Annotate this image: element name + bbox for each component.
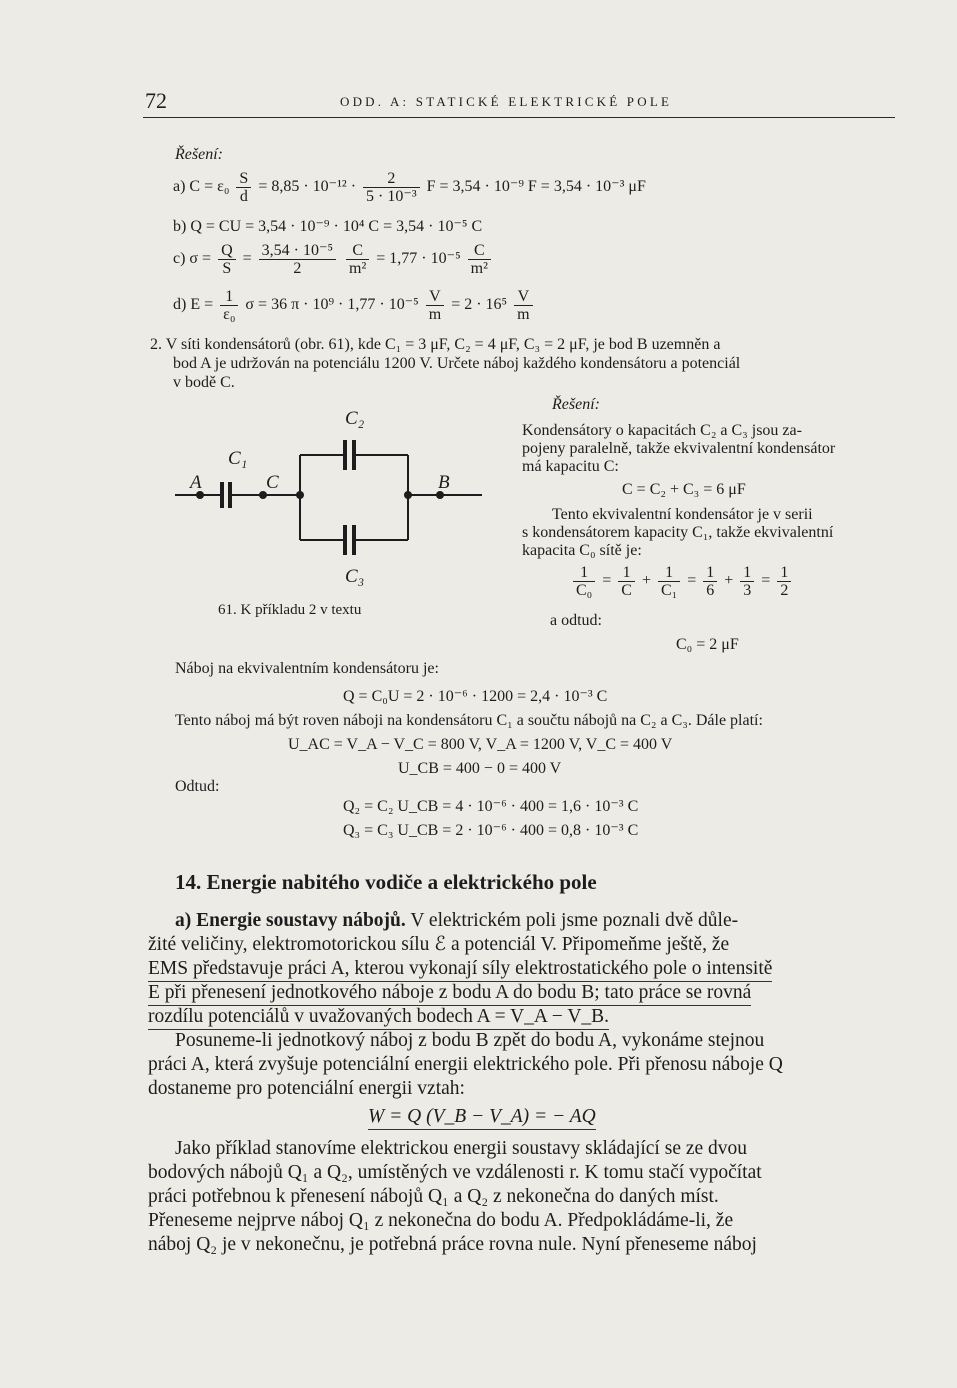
- equation: U_CB = 400 − 0 = 400 V: [398, 760, 562, 777]
- paragraph-line: žité veličiny, elektromotorickou sílu ℰ a potenciál V. Připomeňme ještě, že: [148, 934, 730, 955]
- header-rule: [143, 117, 895, 118]
- equation: Q = C₀U = 2 · 10⁻⁶ · 1200 = 2,4 · 10⁻³ C: [343, 688, 608, 705]
- equation: C = C₂ + C₃ = 6 μF: [622, 481, 746, 498]
- solution-2-label: Řešení:: [552, 396, 600, 413]
- text-line: Tento náboj má být roven náboji na kondensátoru C₁ a součtu nábojů na C₂ a C₃. Dále platí:: [175, 712, 763, 729]
- paragraph-line: bodových nábojů Q₁ a Q₂, umístěných ve vzdálenosti r. K tomu stačí vypočítat: [148, 1162, 762, 1183]
- equation: U_AC = V_A − V_C = 800 V, V_A = 1200 V, V_C = 400 V: [288, 736, 673, 753]
- equation-a: a) C = ε₀ $\frac{S}{d}$ = 8,85 · 10⁻¹² · $\frac{2}{\text{5 · 10⁻³}}$ F = 3,54 · 10⁻⁹ F = 3,54 · 10⁻³ μF: [173, 170, 646, 205]
- label-a: A: [190, 472, 202, 493]
- text-line: Odtud:: [175, 778, 220, 795]
- paragraph-line: Jako příklad stanovíme elektrickou energii soustavy skládající se ze dvou: [175, 1138, 748, 1159]
- paragraph-line: Přeneseme nejprve náboj Q₁ z nekonečna do bodu A. Předpokládáme-li, že: [148, 1210, 734, 1231]
- equation-b: b) Q = CU = 3,54 · 10⁻⁹ · 10⁴ C = 3,54 · 10⁻⁵ C: [173, 218, 483, 235]
- problem-2-line-1: 2. V síti kondensátorů (obr. 61), kde C₁ = 3 μF, C₂ = 4 μF, C₃ = 2 μF, je bod B uzemněn a: [150, 336, 721, 353]
- paragraph-line: rozdílu potenciálů v uvažovaných bodech A = V_A − V_B.: [148, 1004, 609, 1030]
- text-line: Náboj na ekvivalentním kondensátoru je:: [175, 660, 439, 677]
- figure-caption: 61. K příkladu 2 v textu: [218, 602, 362, 618]
- section-title: 14. Energie nabitého vodiče a elektrického pole: [175, 870, 597, 894]
- label-b: B: [438, 472, 450, 493]
- running-header: ODD. A: STATICKÉ ELEKTRICKÉ POLE: [340, 94, 673, 109]
- equation: C₀ = 2 μF: [676, 636, 739, 653]
- equation: Q₃ = C₃ U_CB = 2 · 10⁻⁶ · 400 = 0,8 · 10⁻³ C: [343, 822, 639, 839]
- label-c1: C₁: [228, 448, 248, 469]
- equation-reciprocal: $\frac{1}{\text{C₀}}$ = $\frac{1}{C}$ + $\frac{1}{\text{C₁}}$ = $\frac{1}{6}$ + $\frac{1}{3}$ = $\frac{1}{2}$: [570, 564, 794, 599]
- text-line: pojeny paralelně, takže ekvivalentní kondensátor: [522, 440, 836, 457]
- text-line: Tento ekvivalentní kondensátor je v serii: [552, 506, 813, 523]
- label-c3: C₃: [345, 566, 365, 587]
- paragraph-line: a) Energie soustavy nábojů. V elektrickém poli jsme poznali dvě důle-: [175, 910, 739, 931]
- paragraph-line: E při přenesení jednotkového náboje z bodu A do bodu B; tato práce se rovná: [148, 980, 751, 1006]
- equation-d: d) E = $\frac{1}{\text{ε₀}}$ σ = 36 π · 10⁹ · 1,77 · 10⁻⁵ $\frac{V}{m}$ = 2 · 16⁵ $\frac{V}{m}$: [173, 288, 536, 323]
- paragraph-line: práci A, která zvyšuje potenciální energii elektrického pole. Při přenosu náboje Q: [148, 1054, 783, 1075]
- energy-equation: W = Q (V_B − V_A) = − AQ: [368, 1104, 596, 1130]
- text-line: má kapacitu C:: [522, 458, 619, 475]
- problem-2-line-3: v bodě C.: [173, 374, 235, 391]
- problem-2-line-2: bod A je udržován na potenciálu 1200 V. Určete náboj každého kondensátoru a potenciál: [173, 355, 741, 372]
- label-c: C: [266, 472, 279, 493]
- capacitor-network-figure: [170, 400, 500, 600]
- paragraph-line: Posuneme-li jednotkový náboj z bodu B zpět do bodu A, vykonáme stejnou: [175, 1030, 765, 1051]
- solution-label: Řešení:: [175, 146, 223, 163]
- label-c2: C₂: [345, 408, 365, 429]
- paragraph-line: EMS představuje práci A, kterou vykonají síly elektrostatického pole o intensitě: [148, 956, 772, 982]
- text-line: kapacita C₀ sítě je:: [522, 542, 642, 559]
- paragraph-line: náboj Q₂ je v nekonečnu, je potřebná práce rovna nule. Nyní přeneseme náboj: [148, 1234, 757, 1255]
- paragraph-line: práci potřebnou k přenesení nábojů Q₁ a Q₂ z nekonečna do daných míst.: [148, 1186, 719, 1207]
- text-line: Kondensátory o kapacitách C₂ a C₃ jsou za-: [522, 422, 802, 439]
- equation: Q₂ = C₂ U_CB = 4 · 10⁻⁶ · 400 = 1,6 · 10⁻³ C: [343, 798, 639, 815]
- page-number: 72: [145, 88, 167, 113]
- text-line: a odtud:: [550, 612, 602, 629]
- text-line: s kondensátorem kapacity C₁, takže ekvivalentní: [522, 524, 834, 541]
- equation-c: c) σ = $\frac{Q}{S}$ = $\frac{\text{3,54 · 10⁻⁵}}{2}$ $\frac{C}{\text{m²}}$ = 1,77 · 10⁻⁵ $\frac{C}{\text{m²}}$: [173, 242, 494, 277]
- paragraph-line: dostaneme pro potenciální energii vztah:: [148, 1078, 465, 1099]
